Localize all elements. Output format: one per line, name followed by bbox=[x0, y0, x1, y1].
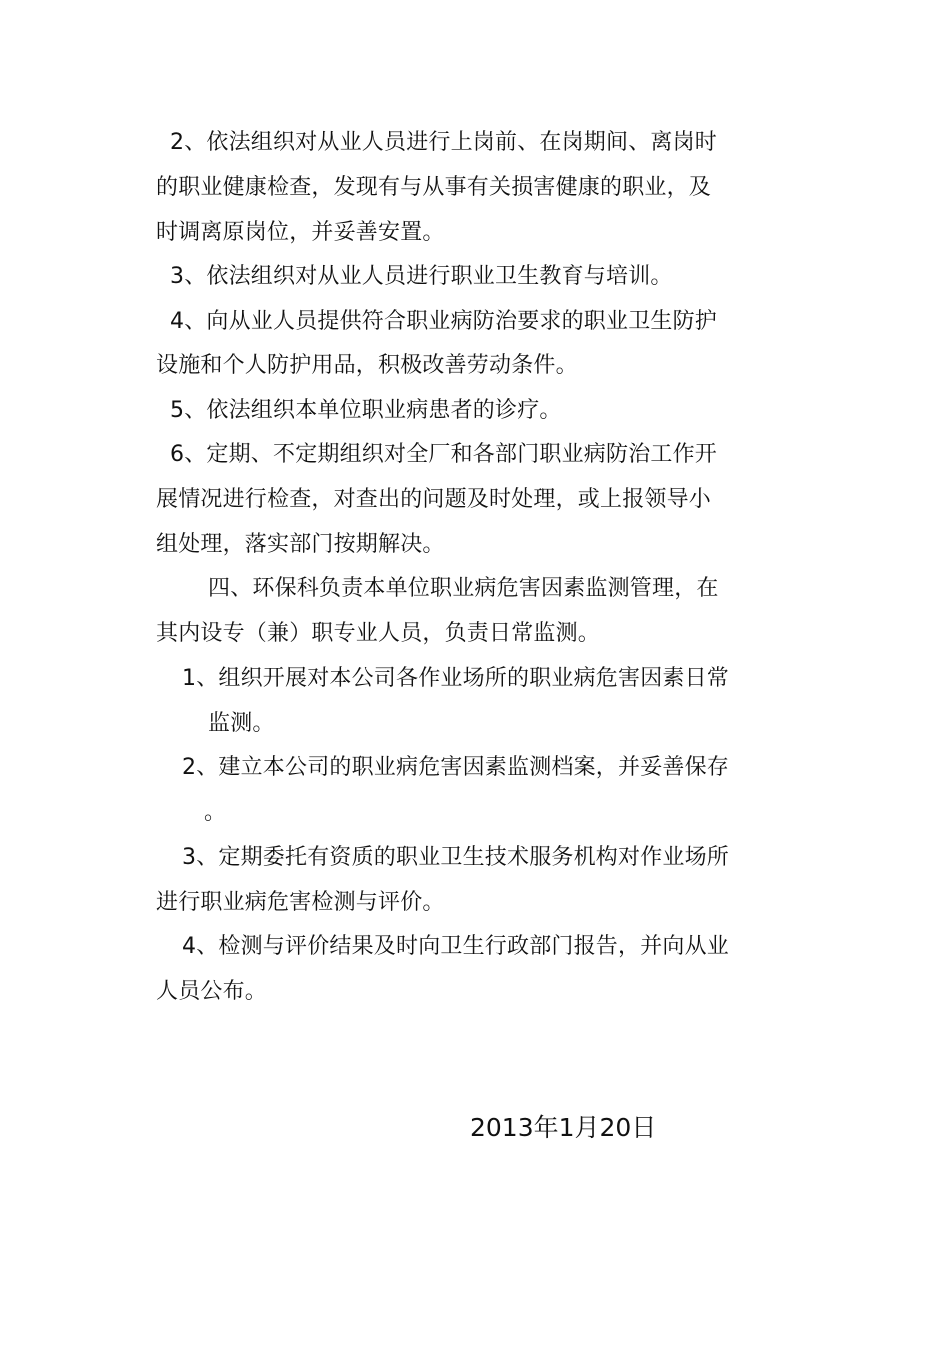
section-4-item-2-line-1: 2、建立本公司的职业病危害因素监测档案，并妥善保存 bbox=[182, 755, 729, 780]
paragraph-5-line-1: 5、依法组织本单位职业病患者的诊疗。 bbox=[170, 398, 562, 423]
section-4-line-2: 其内设专（兼）职专业人员，负责日常监测。 bbox=[156, 621, 601, 646]
section-4-item-4-line-1: 4、检测与评价结果及时向卫生行政部门报告，并向从业 bbox=[182, 934, 729, 959]
paragraph-6-line-2: 展情况进行检查，对查出的问题及时处理，或上报领导小 bbox=[156, 487, 712, 512]
paragraph-3-line-1: 3、依法组织对从业人员进行职业卫生教育与培训。 bbox=[170, 264, 673, 289]
section-4-item-3-line-1: 3、定期委托有资质的职业卫生技术服务机构对作业场所 bbox=[182, 845, 729, 870]
section-4-item-4-line-2: 人员公布。 bbox=[156, 979, 268, 1004]
paragraph-2-line-2: 的职业健康检查，发现有与从事有关损害健康的职业，及 bbox=[156, 175, 712, 200]
paragraph-2-line-1: 2、依法组织对从业人员进行上岗前、在岗期间、离岗时 bbox=[170, 130, 717, 155]
section-4-item-1-line-1: 1、组织开展对本公司各作业场所的职业病危害因素日常 bbox=[182, 666, 729, 691]
paragraph-4-line-1: 4、向从业人员提供符合职业病防治要求的职业卫生防护 bbox=[170, 309, 717, 334]
section-4-item-3-line-2: 进行职业病危害检测与评价。 bbox=[156, 890, 445, 915]
section-4-item-1-line-2: 监测。 bbox=[208, 711, 275, 736]
section-4-item-2-line-2: 。 bbox=[204, 800, 227, 825]
paragraph-6-line-3: 组处理，落实部门按期解决。 bbox=[156, 532, 445, 557]
paragraph-4-line-2: 设施和个人防护用品，积极改善劳动条件。 bbox=[156, 353, 578, 378]
paragraph-6-line-1: 6、定期、不定期组织对全厂和各部门职业病防治工作开 bbox=[170, 442, 717, 467]
document-date: 2013年1月20日 bbox=[470, 1113, 657, 1142]
paragraph-2-line-3: 时调离原岗位，并妥善安置。 bbox=[156, 220, 445, 245]
section-4-line-1: 四、环保科负责本单位职业病危害因素监测管理，在 bbox=[208, 576, 719, 601]
